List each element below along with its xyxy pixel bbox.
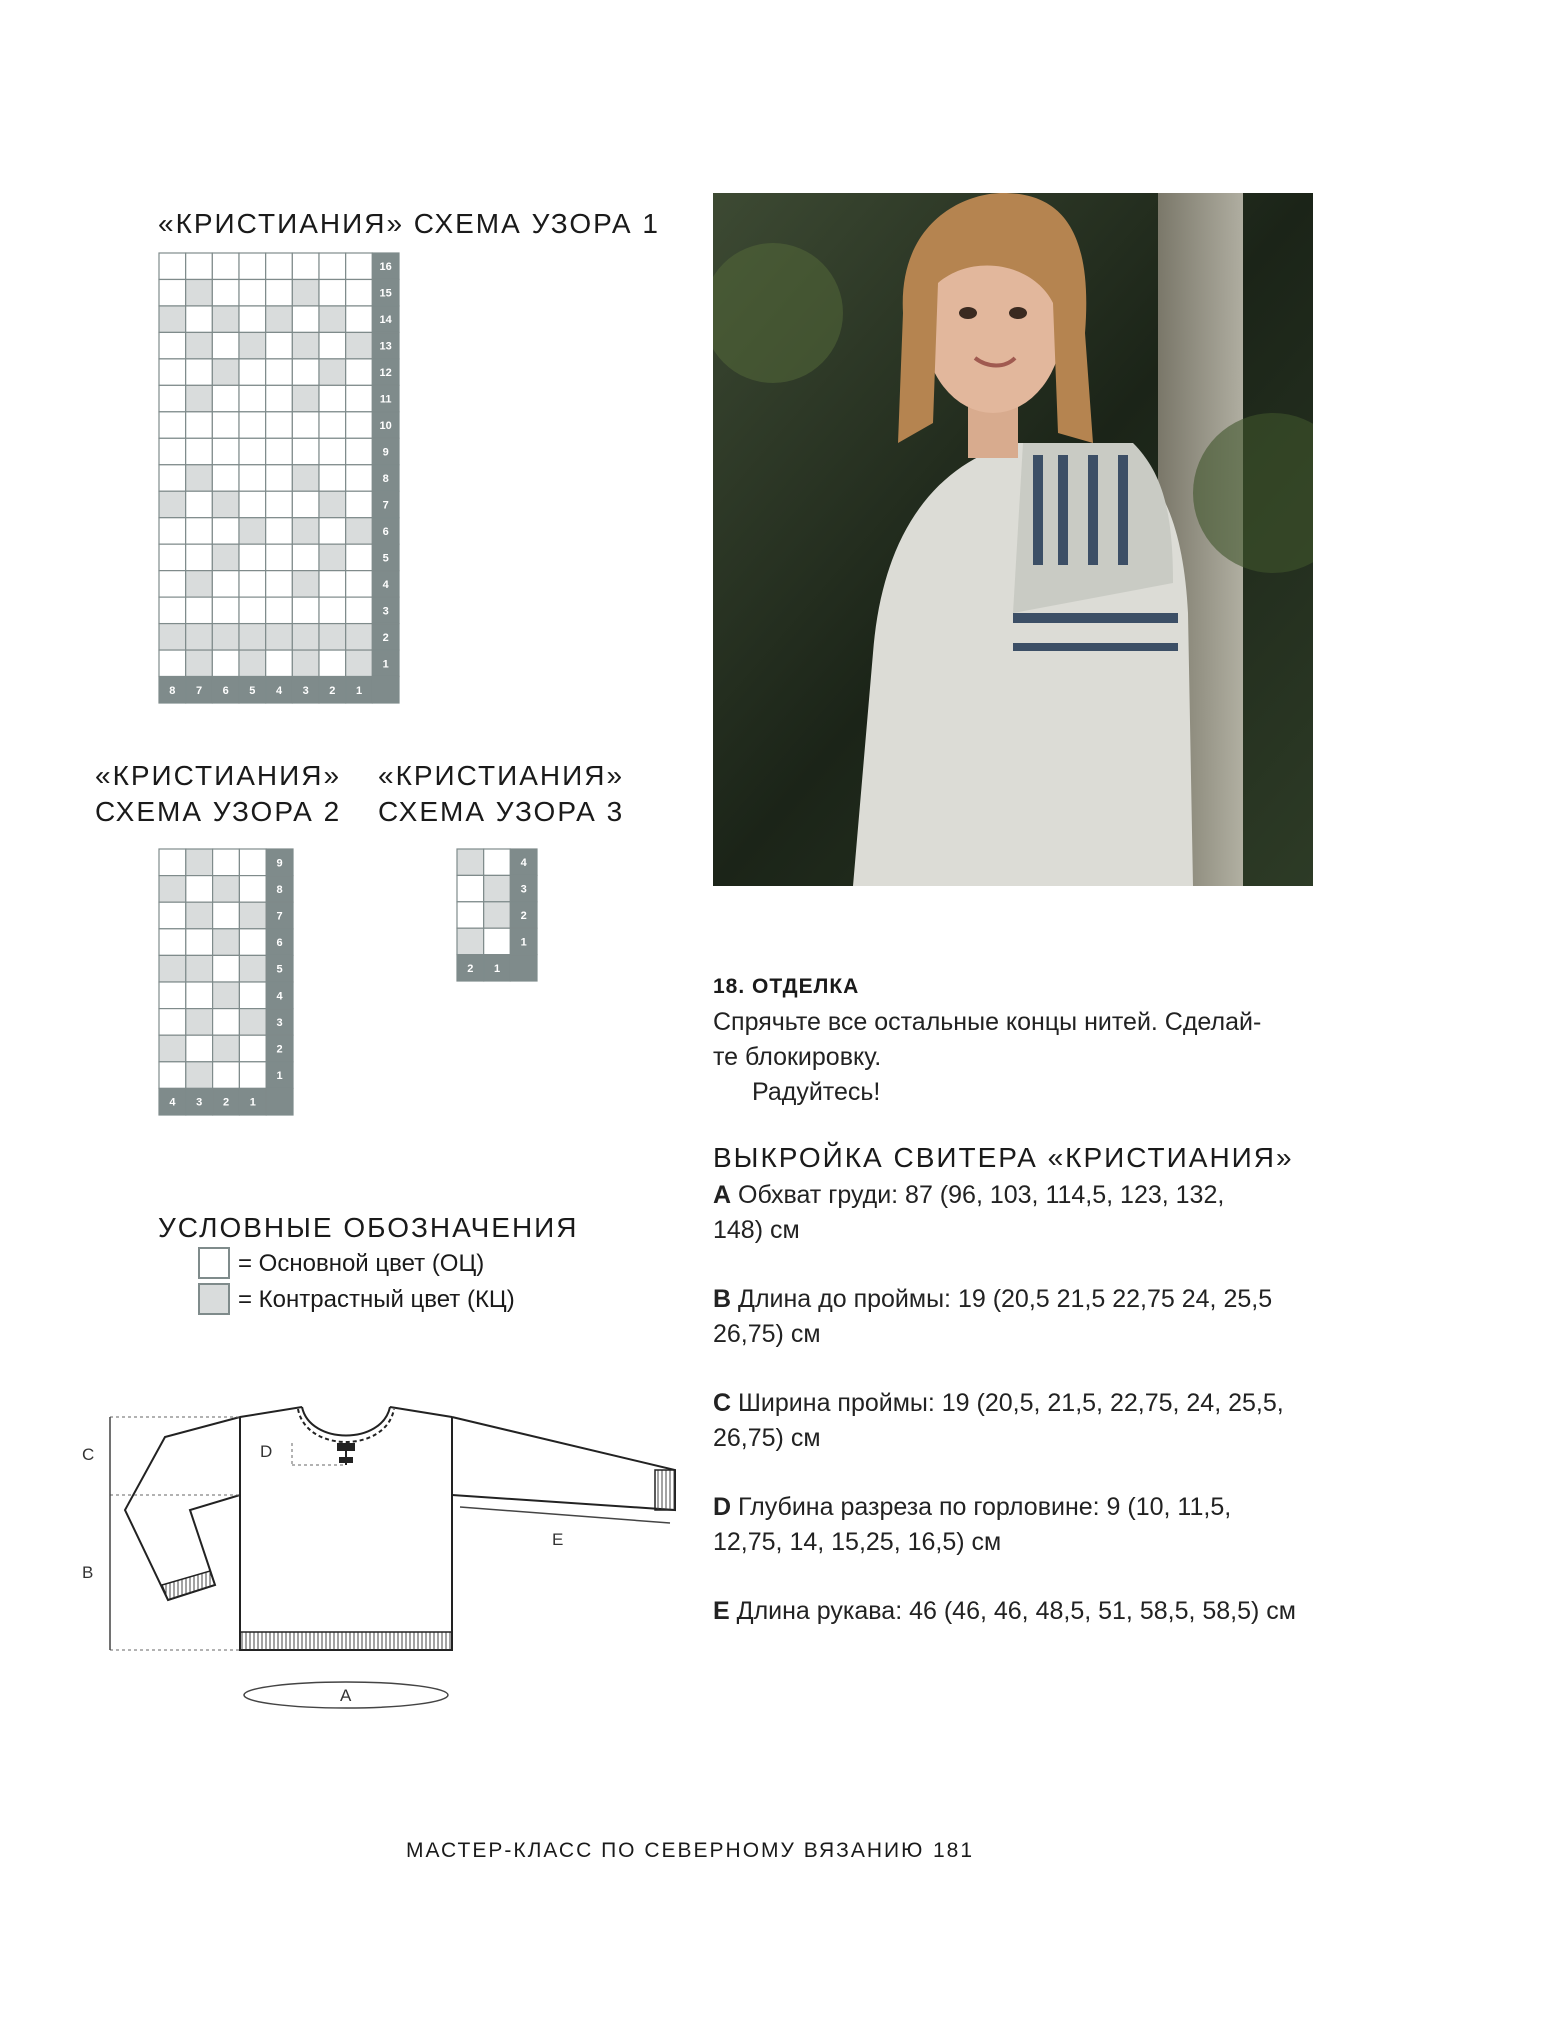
row-label: 2 bbox=[382, 631, 389, 644]
row-label: 2 bbox=[520, 910, 527, 922]
chart-cell bbox=[457, 902, 484, 928]
chart-cell bbox=[266, 253, 293, 279]
label-d: D bbox=[260, 1442, 273, 1461]
chart-cell bbox=[159, 465, 186, 491]
col-label: 3 bbox=[302, 684, 309, 697]
measure-b-text: Длина до проймы: 19 (20,5 21,5 22,75 24, 25,5 bbox=[738, 1285, 1273, 1313]
measure-c-line1 bbox=[713, 1386, 1284, 1421]
row-label: 16 bbox=[379, 261, 392, 274]
chart-cell bbox=[346, 597, 373, 623]
chart-cell bbox=[239, 385, 266, 411]
row-label: 11 bbox=[379, 393, 392, 406]
chart-cell bbox=[319, 412, 346, 438]
chart-cell bbox=[346, 465, 373, 491]
chart-cell bbox=[292, 438, 319, 464]
chart-cell bbox=[292, 650, 319, 676]
chart-cell bbox=[159, 544, 186, 570]
chart-cell bbox=[292, 624, 319, 650]
pattern-chart-3 bbox=[456, 848, 538, 982]
chart-cell bbox=[266, 465, 293, 491]
row-label: 13 bbox=[379, 340, 392, 353]
chart-cell bbox=[346, 332, 373, 358]
row-label: 1 bbox=[382, 658, 389, 671]
chart-cell bbox=[239, 332, 266, 358]
chart-cell bbox=[239, 438, 266, 464]
sweater-schematic bbox=[60, 1395, 690, 1720]
row-label: 3 bbox=[382, 605, 389, 618]
col-label: 1 bbox=[493, 962, 501, 975]
chart-cell bbox=[159, 438, 186, 464]
chart-cell bbox=[266, 571, 293, 597]
chart-cell bbox=[212, 306, 239, 332]
chart-cell bbox=[186, 849, 213, 876]
chart-cell bbox=[186, 279, 213, 305]
chart-cell bbox=[292, 359, 319, 385]
row-label: 6 bbox=[382, 525, 389, 538]
row-label: 9 bbox=[276, 857, 283, 870]
chart-cell bbox=[266, 385, 293, 411]
measure-c-text: Ширина проймы: 19 (20,5, 21,5, 22,75, 24, 25,5, bbox=[738, 1389, 1284, 1417]
col-label: 2 bbox=[467, 962, 474, 975]
chart-cell bbox=[159, 955, 186, 982]
col-label: 2 bbox=[222, 1096, 230, 1109]
measure-e-letter: E bbox=[713, 1597, 730, 1625]
chart-cell bbox=[213, 849, 240, 876]
chart-cell bbox=[186, 571, 213, 597]
chart-cell bbox=[319, 253, 346, 279]
row-label: 8 bbox=[276, 883, 283, 896]
chart-cell bbox=[186, 544, 213, 570]
chart-cell bbox=[186, 518, 213, 544]
chart-cell bbox=[319, 544, 346, 570]
chart-cell bbox=[319, 571, 346, 597]
chart-cell bbox=[159, 279, 186, 305]
row-label: 12 bbox=[379, 367, 392, 380]
measure-c-line2: 26,75) см bbox=[713, 1424, 821, 1452]
label-a: A bbox=[340, 1686, 352, 1705]
pattern-chart-2 bbox=[158, 848, 294, 1116]
chart-cell bbox=[186, 465, 213, 491]
chart-cell bbox=[186, 359, 213, 385]
chart-cell bbox=[213, 876, 240, 903]
col-label: 2 bbox=[329, 684, 336, 697]
chart-cell bbox=[266, 279, 293, 305]
measure-b-line2: 26,75) см bbox=[713, 1320, 821, 1348]
model-photo bbox=[713, 193, 1313, 886]
chart-cell bbox=[457, 875, 484, 901]
chart-cell bbox=[319, 650, 346, 676]
chart-cell bbox=[213, 929, 240, 956]
legend-contrast-label: = Контрастный цвет (КЦ) bbox=[238, 1286, 515, 1313]
chart-cell bbox=[266, 359, 293, 385]
chart2-title-line2: СХЕМА УЗОРА 2 bbox=[95, 796, 342, 827]
chart-cell bbox=[212, 491, 239, 517]
chart-cell bbox=[292, 253, 319, 279]
col-label: 8 bbox=[169, 684, 176, 697]
chart-cell bbox=[186, 253, 213, 279]
finishing-line-1: Спрячьте все остальные концы нитей. Сделай- bbox=[713, 1008, 1262, 1036]
chart-cell bbox=[213, 1009, 240, 1036]
chart-cell bbox=[266, 306, 293, 332]
measure-a-letter: A bbox=[713, 1181, 732, 1209]
chart-cell bbox=[186, 597, 213, 623]
chart-cell bbox=[239, 1035, 266, 1062]
chart-cell bbox=[239, 650, 266, 676]
measure-a-line2: 148) см bbox=[713, 1216, 800, 1244]
chart-cell bbox=[292, 518, 319, 544]
chart-cell bbox=[292, 332, 319, 358]
chart-cell bbox=[239, 1009, 266, 1036]
chart-cell bbox=[212, 624, 239, 650]
chart-cell bbox=[239, 624, 266, 650]
chart-cell bbox=[266, 491, 293, 517]
chart-cell bbox=[159, 597, 186, 623]
chart-cell bbox=[292, 465, 319, 491]
chart-cell bbox=[239, 982, 266, 1009]
chart-cell bbox=[159, 253, 186, 279]
chart-cell bbox=[346, 253, 373, 279]
chart-cell bbox=[159, 491, 186, 517]
chart-cell bbox=[239, 955, 266, 982]
chart-cell bbox=[212, 465, 239, 491]
chart-cell bbox=[159, 982, 186, 1009]
chart-cell bbox=[186, 650, 213, 676]
measure-d-letter: D bbox=[713, 1493, 732, 1521]
chart-cell bbox=[159, 650, 186, 676]
chart-cell bbox=[346, 306, 373, 332]
col-label: 7 bbox=[195, 684, 203, 697]
col-label: 3 bbox=[196, 1096, 203, 1109]
row-label: 15 bbox=[379, 287, 392, 300]
measurement-lines bbox=[110, 1417, 346, 1650]
row-label: 3 bbox=[276, 1016, 283, 1029]
chart-cell bbox=[213, 1062, 240, 1089]
pattern-chart-1 bbox=[158, 252, 400, 704]
chart-cell bbox=[239, 849, 266, 876]
row-label: 8 bbox=[382, 473, 389, 485]
chart-cell bbox=[292, 491, 319, 517]
chart-cell bbox=[212, 279, 239, 305]
chart-cell bbox=[319, 359, 346, 385]
chart-cell bbox=[484, 928, 511, 954]
row-label: 3 bbox=[520, 883, 527, 896]
chart-cell bbox=[319, 279, 346, 305]
chart-cell bbox=[159, 1035, 186, 1062]
row-label: 5 bbox=[276, 963, 283, 976]
chart-cell bbox=[484, 902, 511, 928]
chart-cell bbox=[186, 929, 213, 956]
chart-cell bbox=[239, 902, 266, 929]
chart-cell bbox=[239, 518, 266, 544]
chart-cell bbox=[319, 385, 346, 411]
chart-cell bbox=[292, 597, 319, 623]
chart-cell bbox=[159, 306, 186, 332]
col-label-bg bbox=[266, 1088, 293, 1115]
chart-cell bbox=[159, 571, 186, 597]
chart-cell bbox=[186, 982, 213, 1009]
measure-e-line1 bbox=[713, 1594, 1296, 1629]
chart-cell bbox=[186, 332, 213, 358]
measure-a-text: Обхват груди: 87 (96, 103, 114,5, 123, 132, bbox=[738, 1181, 1225, 1209]
chart-cell bbox=[213, 902, 240, 929]
chart-cell bbox=[186, 306, 213, 332]
chart-cell bbox=[186, 1009, 213, 1036]
chart-cell bbox=[212, 544, 239, 570]
chart-cell bbox=[239, 279, 266, 305]
row-label: 7 bbox=[382, 499, 389, 512]
chart-cell bbox=[346, 544, 373, 570]
chart-cell bbox=[159, 1062, 186, 1089]
chart-cell bbox=[319, 491, 346, 517]
chart1-title: «КРИСТИАНИЯ» СХЕМА УЗОРА 1 bbox=[158, 208, 660, 239]
legend-title: УСЛОВНЫЕ ОБОЗНАЧЕНИЯ bbox=[158, 1212, 579, 1243]
chart-cell bbox=[239, 876, 266, 903]
chart-cell bbox=[319, 306, 346, 332]
chart-cell bbox=[212, 438, 239, 464]
chart-cell bbox=[239, 597, 266, 623]
row-label: 6 bbox=[276, 937, 283, 950]
chart-cell bbox=[346, 571, 373, 597]
chart-cell bbox=[213, 955, 240, 982]
chart3-title-line1: «КРИСТИАНИЯ» bbox=[378, 760, 625, 791]
chart-cell bbox=[159, 929, 186, 956]
measurement-arrows bbox=[110, 1417, 670, 1650]
chart-cell bbox=[159, 876, 186, 903]
row-label: 2 bbox=[276, 1043, 283, 1056]
chart-cell bbox=[266, 544, 293, 570]
measure-b-line1 bbox=[713, 1282, 1272, 1317]
chart-cell bbox=[212, 332, 239, 358]
chart-cell bbox=[484, 875, 511, 901]
chart-cell bbox=[457, 849, 484, 875]
col-label: 1 bbox=[355, 684, 363, 697]
chart-cell bbox=[319, 597, 346, 623]
chart-cell bbox=[159, 385, 186, 411]
chart-cell bbox=[186, 1062, 213, 1089]
chart-cell bbox=[186, 955, 213, 982]
chart-cell bbox=[266, 597, 293, 623]
row-label: 7 bbox=[276, 910, 283, 923]
chart-cell bbox=[212, 650, 239, 676]
chart-cell bbox=[239, 253, 266, 279]
col-label-bg bbox=[510, 955, 537, 981]
measure-a-line1 bbox=[713, 1178, 1224, 1213]
chart-cell bbox=[319, 438, 346, 464]
chart-cell bbox=[159, 624, 186, 650]
measure-d-text: Глубина разреза по горловине: 9 (10, 11,5, bbox=[738, 1493, 1232, 1521]
col-label: 4 bbox=[275, 684, 283, 697]
col-label-bg bbox=[372, 677, 399, 703]
finishing-heading: 18. ОТДЕЛКА bbox=[713, 975, 860, 998]
label-c: C bbox=[82, 1445, 95, 1464]
chart-cell bbox=[186, 385, 213, 411]
chart-cell bbox=[266, 624, 293, 650]
chart-cell bbox=[239, 491, 266, 517]
sweater-outline bbox=[125, 1407, 675, 1650]
legend-contrast-swatch bbox=[198, 1283, 230, 1315]
chart-cell bbox=[319, 332, 346, 358]
label-e: E bbox=[552, 1530, 564, 1549]
row-label: 5 bbox=[382, 552, 389, 565]
chart-cell bbox=[239, 1062, 266, 1089]
chart-cell bbox=[346, 650, 373, 676]
chart3-title-line2: СХЕМА УЗОРА 3 bbox=[378, 796, 625, 827]
chart-cell bbox=[292, 571, 319, 597]
measure-b-letter: B bbox=[713, 1285, 732, 1313]
chart-cell bbox=[186, 1035, 213, 1062]
finishing-line-3: Радуйтесь! bbox=[752, 1078, 881, 1106]
chart-cell bbox=[346, 624, 373, 650]
legend-main-label: = Основной цвет (ОЦ) bbox=[238, 1250, 485, 1277]
row-label: 1 bbox=[276, 1070, 283, 1083]
chart-cell bbox=[186, 876, 213, 903]
col-label: 6 bbox=[222, 684, 229, 697]
chart-cell bbox=[266, 438, 293, 464]
row-label: 1 bbox=[520, 936, 527, 949]
chart-cell bbox=[186, 624, 213, 650]
chart-cell bbox=[292, 279, 319, 305]
pattern-heading: ВЫКРОЙКА СВИТЕРА «КРИСТИАНИЯ» bbox=[713, 1142, 1294, 1173]
col-label: 4 bbox=[169, 1096, 176, 1109]
chart-cell bbox=[212, 359, 239, 385]
chart-cell bbox=[213, 982, 240, 1009]
chart-cell bbox=[346, 359, 373, 385]
chart-cell bbox=[346, 438, 373, 464]
row-label: 14 bbox=[379, 314, 392, 327]
chart-cell bbox=[212, 518, 239, 544]
chart-cell bbox=[186, 412, 213, 438]
chart-cell bbox=[186, 491, 213, 517]
chart-cell bbox=[186, 438, 213, 464]
chart-cell bbox=[292, 412, 319, 438]
row-label: 4 bbox=[276, 990, 283, 1003]
row-label: 10 bbox=[379, 420, 392, 433]
chart-cell bbox=[239, 359, 266, 385]
chart-cell bbox=[212, 571, 239, 597]
chart-cell bbox=[159, 332, 186, 358]
chart-cell bbox=[266, 518, 293, 544]
chart-cell bbox=[346, 412, 373, 438]
chart-cell bbox=[266, 650, 293, 676]
chart-cell bbox=[159, 1009, 186, 1036]
chart-cell bbox=[346, 279, 373, 305]
chart-cell bbox=[239, 571, 266, 597]
chart-cell bbox=[319, 624, 346, 650]
row-label: 9 bbox=[382, 446, 389, 459]
measure-d-line2: 12,75, 14, 15,25, 16,5) см bbox=[713, 1528, 1002, 1556]
chart-cell bbox=[159, 412, 186, 438]
chart-cell bbox=[319, 518, 346, 544]
chart2-title-line1: «КРИСТИАНИЯ» bbox=[95, 760, 342, 791]
chart-cell bbox=[239, 544, 266, 570]
chart-cell bbox=[239, 465, 266, 491]
measure-e-text: Длина рукава: 46 (46, 46, 48,5, 51, 58,5, 58,5) см bbox=[736, 1597, 1296, 1625]
legend-main-swatch bbox=[198, 1247, 230, 1279]
label-b: B bbox=[82, 1563, 94, 1582]
chart-cell bbox=[484, 849, 511, 875]
chart-cell bbox=[239, 306, 266, 332]
chart-cell bbox=[319, 465, 346, 491]
chart-cell bbox=[292, 544, 319, 570]
col-label: 1 bbox=[249, 1096, 256, 1109]
chart-cell bbox=[346, 518, 373, 544]
chart-cell bbox=[292, 385, 319, 411]
chart-cell bbox=[239, 412, 266, 438]
row-label: 4 bbox=[520, 857, 527, 870]
page-number: 181 bbox=[933, 1839, 975, 1862]
chart-cell bbox=[292, 306, 319, 332]
chart-cell bbox=[457, 928, 484, 954]
measure-d-line1 bbox=[713, 1490, 1231, 1525]
chart-cell bbox=[212, 412, 239, 438]
chart-cell bbox=[159, 902, 186, 929]
chart-cell bbox=[266, 332, 293, 358]
chart-cell bbox=[212, 385, 239, 411]
chart-cell bbox=[212, 597, 239, 623]
finishing-line-2: те блокировку. bbox=[713, 1043, 882, 1071]
footer-book-title: МАСТЕР-КЛАСС ПО СЕВЕРНОМУ ВЯЗАНИЮ bbox=[406, 1839, 925, 1862]
chart-cell bbox=[213, 1035, 240, 1062]
photo-icon bbox=[713, 193, 1313, 886]
chart-cell bbox=[346, 491, 373, 517]
chart-cell bbox=[212, 253, 239, 279]
chart-cell bbox=[186, 902, 213, 929]
chart-cell bbox=[159, 849, 186, 876]
chart-cell bbox=[266, 412, 293, 438]
col-label: 5 bbox=[249, 684, 256, 697]
chart-cell bbox=[159, 359, 186, 385]
row-label: 4 bbox=[382, 578, 389, 591]
chart-cell bbox=[346, 385, 373, 411]
chart-cell bbox=[239, 929, 266, 956]
chart-cell bbox=[159, 518, 186, 544]
measure-c-letter: C bbox=[713, 1389, 732, 1417]
